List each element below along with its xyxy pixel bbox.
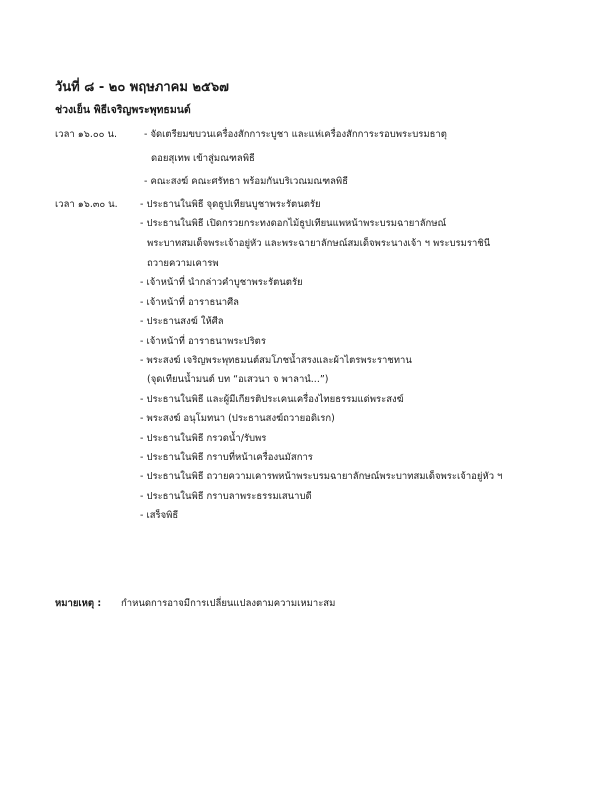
schedule-line: - พระสงฆ์ อนุโมทนา (ประธานสงฆ์ถวายอดิเรก) (140, 413, 335, 424)
schedule-line: - ประธานในพิธี ถวายความเคารพหน้าพระบรมฉายาลักษณ์พระบาทสมเด็จพระเจ้าอยู่หัว ฯ (140, 471, 503, 482)
schedule-time: เวลา ๑๖.๓๐ น. (55, 199, 118, 210)
schedule-line: - เจ้าหน้าที่ นำกล่าวคำบูชาพระรัตนตรัย (140, 277, 303, 288)
note-label: หมายเหตุ : (55, 598, 102, 609)
schedule-line: - ประธานสงฆ์ ให้ศีล (140, 316, 224, 327)
schedule-line: ถวายความเคารพ (147, 258, 219, 269)
schedule-line: (จุดเทียนน้ำมนต์ บท “อเสวนา จ พาลานํ...”) (147, 374, 329, 385)
schedule-line: - ประธานในพิธี จุดธูปเทียนบูชาพระรัตนตรัย (140, 199, 321, 210)
schedule-line: - เจ้าหน้าที่ อาราธนาพระปริตร (140, 336, 266, 347)
schedule-line: ดอยสุเทพ เข้าสู่มณฑลพิธี (151, 153, 255, 164)
schedule-line: - จัดเตรียมขบวนเครื่องสักการะบูชา และแห่เครื่องสักการะรอบพระบรมธาตุ (144, 129, 447, 140)
schedule-line: - พระสงฆ์ เจริญพระพุทธมนต์สมโภชน้ำสรงและผ้าไตรพระราชทาน (140, 355, 412, 366)
schedule-line: - คณะสงฆ์ คณะศรัทธา พร้อมกันบริเวณมณฑลพิธี (144, 176, 348, 187)
schedule-line: - ประธานในพิธี กราบที่หน้าเครื่องนมัสการ (140, 452, 313, 463)
schedule-line: - เสร็จพิธี (140, 510, 179, 521)
note-text: กำหนดการอาจมีการเปลี่ยนแปลงตามความเหมาะสม (121, 598, 336, 609)
page-subtitle: ช่วงเย็น พิธีเจริญพระพุทธมนต์ (55, 104, 191, 116)
page-title: วันที่ ๘ - ๒๐ พฤษภาคม ๒๕๖๗ (55, 80, 229, 95)
schedule-line: - ประธานในพิธี เปิดกรวยกระทงดอกไม้ธูปเทียนแพหน้าพระบรมฉายาลักษณ์ (140, 218, 447, 229)
schedule-line: - ประธานในพิธี และผู้มีเกียรติประเคนเครื่องไทยธรรมแด่พระสงฆ์ (140, 394, 404, 405)
schedule-line: - เจ้าหน้าที่ อาราธนาศีล (140, 297, 239, 308)
schedule-line: - ประธานในพิธี กรวดน้ำ/รับพร (140, 433, 267, 444)
schedule-line: - ประธานในพิธี กราบลาพระธรรมเสนาบดี (140, 491, 312, 502)
schedule-line: พระบาทสมเด็จพระเจ้าอยู่หัว และพระฉายาลักษณ์สมเด็จพระนางเจ้า ฯ พระบรมราชินี (147, 238, 491, 249)
schedule-time: เวลา ๑๖.๐๐ น. (55, 129, 117, 140)
